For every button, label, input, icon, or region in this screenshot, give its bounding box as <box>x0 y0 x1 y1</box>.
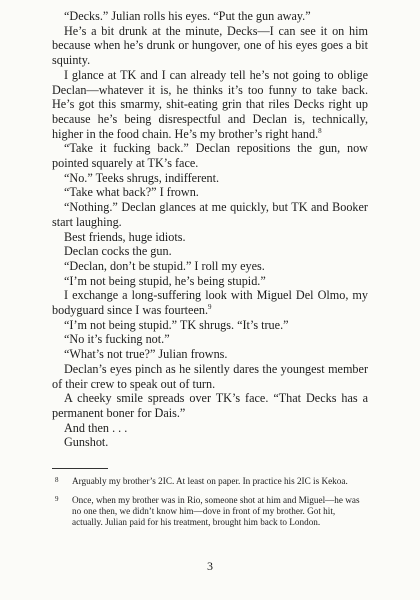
paragraph-8: Best friends, huge idiots. <box>64 229 186 244</box>
paragraph-7: “Nothing.” Declan glances at me quickly, but TK and Booker start laughing. <box>52 200 368 229</box>
paragraph-12-text: I exchange a long-suffering look with Miguel Del Olmo, my bodyguard since I was fourteen. <box>52 288 368 318</box>
footnote-8 <box>52 476 368 487</box>
footnote-divider <box>52 468 108 469</box>
paragraph-13: “I’m not being stupid.” TK shrugs. “It’s true.” <box>64 317 289 332</box>
footnote-mark: 8 <box>55 476 59 485</box>
paragraph-18: And then . . . <box>64 420 128 435</box>
paragraph-17: A cheeky smile spreads over TK’s face. “That Decks has a permanent boner for Dais.” <box>52 391 368 420</box>
paragraph-11: “I’m not being stupid, he’s being stupid.” <box>64 273 266 288</box>
paragraph-3 <box>52 68 368 142</box>
footnote-text: Once, when my brother was in Rio, someone shot at him and Miguel—he was no one then, we didn’t know him—dove in front of my brother. Got hit, actually. Julian paid for his treatment, brought him back to London. <box>72 494 360 528</box>
paragraph-6: “Take what back?” I frown. <box>64 185 199 200</box>
footnote-ref-8[interactable]: 8 <box>318 126 322 135</box>
paragraph-15: “What’s not true?” Julian frowns. <box>64 347 228 362</box>
paragraph-9: Declan cocks the gun. <box>64 244 172 259</box>
footnote-9 <box>52 495 368 529</box>
paragraph-2: He’s a bit drunk at the minute, Decks—I can see it on him because when he’s drunk or hungover, one of his eyes goes a bit squinty. <box>52 23 368 68</box>
paragraph-14: “No it’s fucking not.” <box>64 332 170 347</box>
body-text <box>52 9 368 450</box>
page-number: 3 <box>207 559 213 573</box>
paragraph-1: “Decks.” Julian rolls his eyes. “Put the gun away.” <box>64 9 311 23</box>
paragraph-12 <box>52 288 368 317</box>
footnote-mark: 9 <box>55 494 59 503</box>
paragraph-10: “Declan, don’t be stupid.” I roll my eyes. <box>64 258 265 273</box>
paragraph-19: Gunshot. <box>64 435 109 450</box>
paragraph-16: Declan’s eyes pinch as he silently dares the youngest member of their crew to speak out of turn. <box>52 361 368 391</box>
footnotes <box>52 476 368 529</box>
footnote-ref-9[interactable]: 9 <box>208 303 212 311</box>
paragraph-5: “No.” Teeks shrugs, indifferent. <box>64 170 220 185</box>
paragraph-3-text: I glance at TK and I can already tell he’s not going to oblige Declan—whatever it is, he thinks it’s too funny to take back. He’s got this smarmy, shit-eating grin that riles Decks right up because he’s being disrespectful and Declan is, technically, higher in the food chain. He’s my brother’s right hand. <box>52 67 368 141</box>
paragraph-4: “Take it fucking back.” Declan repositions the gun, now pointed squarely at TK’s face. <box>52 141 368 171</box>
footnote-text: Arguably my brother’s 2IC. At least on paper. In practice his 2IC is Kekoa. <box>72 476 348 487</box>
